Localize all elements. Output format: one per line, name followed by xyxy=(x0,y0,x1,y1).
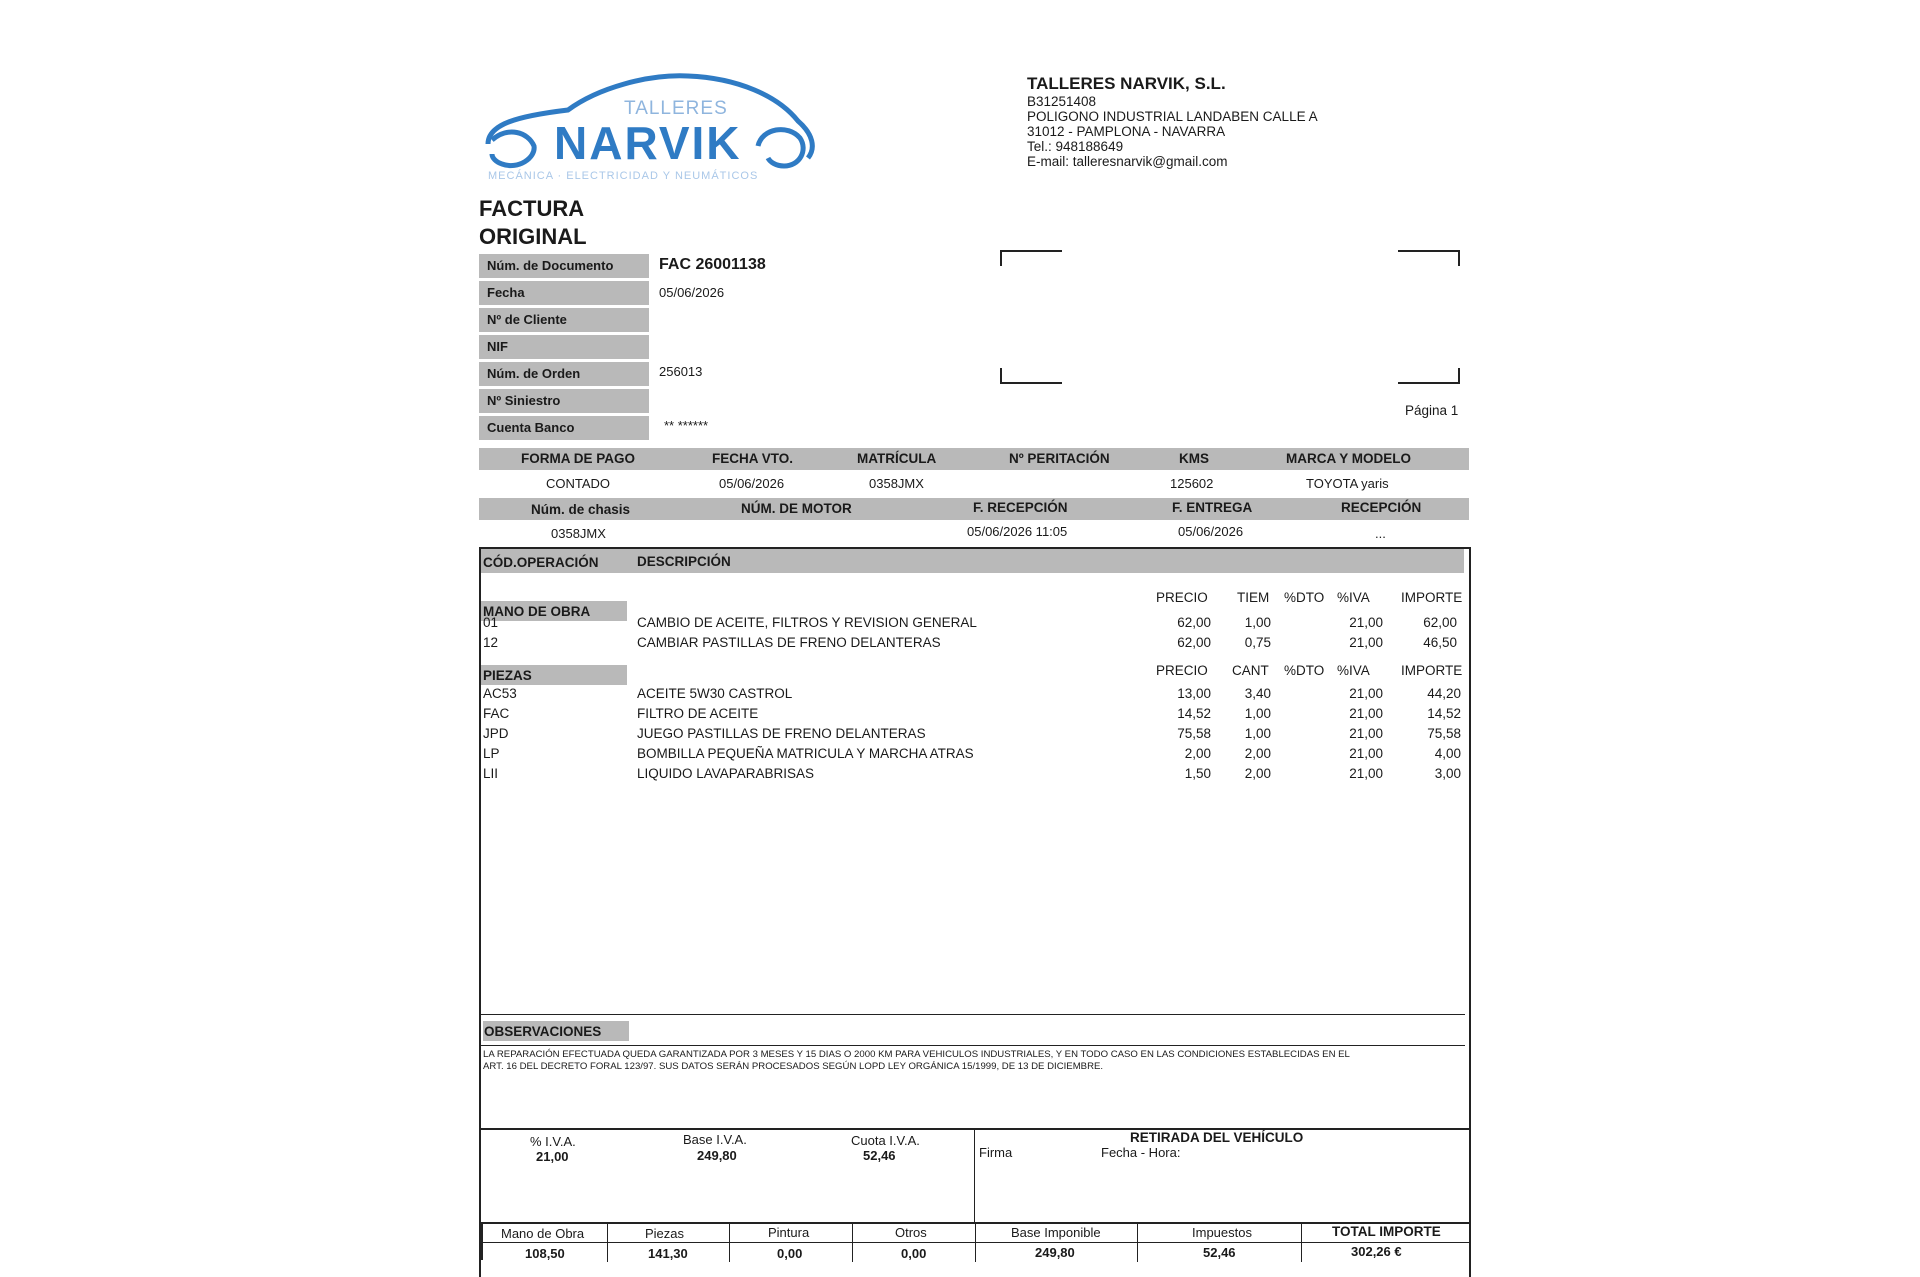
divider xyxy=(1301,1224,1302,1262)
line-discount xyxy=(1281,705,1331,723)
line-quantity: 1,00 xyxy=(1244,726,1271,741)
vat-percent-label: % I.V.A. xyxy=(530,1134,576,1149)
line-amount: 4,00 xyxy=(1434,746,1461,761)
vat-base-label: Base I.V.A. xyxy=(683,1132,747,1147)
line-description: LIQUIDO LAVAPARABRISAS xyxy=(637,766,815,781)
total-amount-label: TOTAL IMPORTE xyxy=(1332,1224,1441,1239)
total-taxes-value: 52,46 xyxy=(1203,1245,1236,1260)
hdr-plate: MATRÍCULA xyxy=(857,451,937,466)
line-price: 14,52 xyxy=(1177,706,1211,721)
value-doc-number: FAC 26001138 xyxy=(659,256,766,273)
line-amount: 46,50 xyxy=(1423,635,1457,650)
line-code: FAC xyxy=(483,706,510,721)
labor-col-discount: %DTO xyxy=(1284,590,1325,605)
page-number: Página 1 xyxy=(1405,403,1459,418)
parts-col-price: PRECIO xyxy=(1156,663,1208,678)
company-email: E-mail: talleresnarvik@gmail.com xyxy=(1027,154,1228,169)
divider xyxy=(481,1045,1465,1046)
line-code: 12 xyxy=(483,635,499,650)
line-description: CAMBIO DE ACEITE, FILTROS Y REVISION GENERAL xyxy=(637,615,977,630)
pickup-datetime-label: Fecha - Hora: xyxy=(1101,1145,1181,1160)
val-reception: ... xyxy=(1375,526,1386,541)
line-quantity: 1,00 xyxy=(1244,706,1271,721)
line-description: BOMBILLA PEQUEÑA MATRICULA Y MARCHA ATRAS xyxy=(637,746,974,761)
line-price: 62,00 xyxy=(1177,615,1211,630)
line-price: 75,58 xyxy=(1177,726,1211,741)
line-amount: 3,00 xyxy=(1434,766,1461,781)
vehicle-header-bar xyxy=(479,498,1469,520)
line-vat: 21,00 xyxy=(1349,635,1383,650)
logo-brand: NARVIK xyxy=(554,117,742,169)
company-cif: B31251408 xyxy=(1027,94,1097,109)
parts-row xyxy=(481,725,1469,743)
vat-summary xyxy=(481,1130,971,1228)
hdr-make-model: MARCA Y MODELO xyxy=(1286,451,1412,466)
observations-title: OBSERVACIONES xyxy=(483,1021,629,1041)
line-description: JUEGO PASTILLAS DE FRENO DELANTERAS xyxy=(637,726,926,741)
company-phone: Tel.: 948188649 xyxy=(1027,139,1124,154)
label-date: Fecha xyxy=(479,281,649,305)
total-labor-label: Mano de Obra xyxy=(501,1226,585,1241)
divider xyxy=(1137,1224,1138,1262)
observations-line-1: LA REPARACIÓN EFECTUADA QUEDA GARANTIZADA POR 3 MESES Y 15 DIAS O 2000 KM PARA VEHICULOS INDUSTRIALES, Y EN TODO CASO EN LAS CONDICIONES ESTABLECIDAS EN EL xyxy=(483,1049,1350,1060)
document-title-line-1: FACTURA xyxy=(479,196,585,221)
line-discount xyxy=(1281,614,1331,632)
labor-row xyxy=(481,614,1469,632)
val-due-date: 05/06/2026 xyxy=(719,476,785,491)
hdr-chassis: Núm. de chasis xyxy=(531,502,631,517)
label-claim-number: Nº Siniestro xyxy=(479,389,649,413)
hdr-delivery-date: F. ENTREGA xyxy=(1172,500,1253,515)
document-title xyxy=(479,195,587,251)
vehicle-values-row xyxy=(479,524,1469,544)
value-order-number: 256013 xyxy=(659,364,703,379)
vehicle-pickup xyxy=(976,1130,1471,1224)
line-amount: 44,20 xyxy=(1427,686,1461,701)
line-description: FILTRO DE ACEITE xyxy=(637,706,759,721)
divider xyxy=(607,1224,608,1262)
logo-tagline: MECÁNICA · ELECTRICIDAD Y NEUMÁTICOS xyxy=(488,170,759,182)
line-vat: 21,00 xyxy=(1349,726,1383,741)
observations-line-2: ART. 16 DEL DECRETO FORAL 123/97. SUS DATOS SERÁN PROCESADOS SEGÚN LOPD LEY ORGÁNICA 15/1999, DE 13 DE DICIEMBRE. xyxy=(483,1061,1104,1072)
total-taxes-label: Impuestos xyxy=(1192,1225,1252,1240)
parts-col-amount: IMPORTE xyxy=(1401,663,1463,678)
labor-row xyxy=(481,634,1469,652)
line-discount xyxy=(1281,745,1331,763)
labor-col-amount: IMPORTE xyxy=(1401,590,1463,605)
vat-pickup-section xyxy=(481,1128,1471,1228)
val-kms: 125602 xyxy=(1170,476,1214,491)
val-plate: 0358JMX xyxy=(869,476,924,491)
label-doc-number: Núm. de Documento xyxy=(479,254,649,278)
labor-col-headers xyxy=(481,589,1469,607)
observations-text xyxy=(483,1049,1453,1073)
hdr-appraisal: Nº PERITACIÓN xyxy=(1009,451,1110,466)
parts-row xyxy=(481,705,1469,723)
line-price: 62,00 xyxy=(1177,635,1211,650)
hdr-reception-date: F. RECEPCIÓN xyxy=(973,500,1068,515)
total-other-label: Otros xyxy=(895,1225,927,1240)
logo-top-text: TALLERES xyxy=(624,98,728,119)
company-name: TALLERES NARVIK, S.L. xyxy=(1027,74,1226,93)
hdr-kms: KMS xyxy=(1179,451,1209,466)
line-discount xyxy=(1281,765,1331,783)
payment-values-row xyxy=(479,474,1469,494)
line-description: CAMBIAR PASTILLAS DE FRENO DELANTERAS xyxy=(637,635,941,650)
line-discount xyxy=(1281,634,1331,652)
hdr-operation-code: CÓD.OPERACIÓN xyxy=(483,555,599,570)
hdr-description: DESCRIPCIÓN xyxy=(637,554,731,569)
line-vat: 21,00 xyxy=(1349,706,1383,721)
document-title-line-2: ORIGINAL xyxy=(479,224,587,249)
line-amount: 75,58 xyxy=(1427,726,1461,741)
address-window xyxy=(1000,250,1460,384)
line-discount xyxy=(1281,685,1331,703)
pickup-title: RETIRADA DEL VEHÍCULO xyxy=(1130,1130,1304,1145)
labor-title: MANO DE OBRA xyxy=(481,601,627,621)
label-client-number: Nº de Cliente xyxy=(479,308,649,332)
parts-col-quantity: CANT xyxy=(1232,663,1269,678)
total-base-value: 249,80 xyxy=(1035,1245,1075,1260)
line-vat: 21,00 xyxy=(1349,686,1383,701)
parts-row xyxy=(481,685,1469,703)
val-reception-date: 05/06/2026 11:05 xyxy=(967,524,1068,539)
labor-col-vat: %IVA xyxy=(1337,590,1370,605)
label-nif: NIF xyxy=(479,335,649,359)
line-code: JPD xyxy=(483,726,509,741)
line-price: 13,00 xyxy=(1177,686,1211,701)
line-quantity: 1,00 xyxy=(1244,615,1271,630)
company-logo xyxy=(478,66,823,188)
divider xyxy=(975,1224,976,1262)
hdr-engine: NÚM. DE MOTOR xyxy=(741,501,852,516)
line-code: LII xyxy=(483,766,499,781)
total-labor-value: 108,50 xyxy=(525,1246,565,1261)
labor-col-time: TIEM xyxy=(1237,590,1270,605)
line-price: 2,00 xyxy=(1184,746,1211,761)
line-description: ACEITE 5W30 CASTROL xyxy=(637,686,793,701)
line-quantity: 3,40 xyxy=(1244,686,1271,701)
divider xyxy=(483,1242,1469,1243)
line-amount: 14,52 xyxy=(1427,706,1461,721)
value-date: 05/06/2026 xyxy=(659,285,725,300)
line-quantity: 0,75 xyxy=(1244,635,1271,650)
labor-col-price: PRECIO xyxy=(1156,590,1208,605)
vat-amount-value: 52,46 xyxy=(863,1148,896,1163)
line-vat: 21,00 xyxy=(1349,766,1383,781)
divider xyxy=(974,1130,975,1224)
parts-row xyxy=(481,745,1469,763)
line-quantity: 2,00 xyxy=(1244,766,1271,781)
company-info xyxy=(1027,74,1447,169)
vat-amount-label: Cuota I.V.A. xyxy=(851,1133,920,1148)
val-chassis: 0358JMX xyxy=(551,526,606,541)
payment-header-bar xyxy=(479,448,1469,470)
line-vat: 21,00 xyxy=(1349,746,1383,761)
divider xyxy=(729,1224,730,1262)
line-discount xyxy=(1281,725,1331,743)
divider xyxy=(481,1014,1465,1015)
line-quantity: 2,00 xyxy=(1244,746,1271,761)
line-code: 01 xyxy=(483,615,499,630)
line-code: AC53 xyxy=(483,686,517,701)
hdr-reception: RECEPCIÓN xyxy=(1341,500,1422,515)
label-order-number: Núm. de Orden xyxy=(479,362,649,386)
pickup-signature-label: Firma xyxy=(979,1145,1013,1160)
parts-col-vat: %IVA xyxy=(1337,663,1370,678)
vat-base-value: 249,80 xyxy=(697,1148,737,1163)
total-base-label: Base Imponible xyxy=(1011,1225,1101,1240)
lines-header-bar xyxy=(481,549,1464,573)
hdr-due-date: FECHA VTO. xyxy=(712,451,794,466)
parts-col-headers xyxy=(481,662,1469,680)
company-address: POLIGONO INDUSTRIAL LANDABEN CALLE A xyxy=(1027,109,1318,124)
vat-percent-value: 21,00 xyxy=(536,1149,569,1164)
label-bank-account: Cuenta Banco xyxy=(479,416,649,440)
total-parts-value: 141,30 xyxy=(648,1246,688,1261)
val-payment-method: CONTADO xyxy=(546,476,611,491)
total-paint-value: 0,00 xyxy=(777,1246,803,1261)
divider xyxy=(852,1224,853,1262)
val-make-model: TOYOTA yaris xyxy=(1306,476,1389,491)
totals-table xyxy=(481,1222,1471,1260)
val-delivery-date: 05/06/2026 xyxy=(1178,524,1244,539)
line-vat: 21,00 xyxy=(1349,615,1383,630)
parts-row xyxy=(481,765,1469,783)
line-price: 1,50 xyxy=(1184,766,1211,781)
line-amount: 62,00 xyxy=(1423,615,1457,630)
parts-title: PIEZAS xyxy=(481,665,627,685)
company-city: 31012 - PAMPLONA - NAVARRA xyxy=(1027,124,1226,139)
total-parts-label: Piezas xyxy=(645,1226,685,1241)
total-other-value: 0,00 xyxy=(901,1246,927,1261)
total-amount-value: 302,26 € xyxy=(1351,1244,1402,1259)
value-bank-account: ** ****** xyxy=(664,418,709,433)
hdr-payment-method: FORMA DE PAGO xyxy=(521,451,635,466)
total-paint-label: Pintura xyxy=(768,1225,810,1240)
parts-col-discount: %DTO xyxy=(1284,663,1325,678)
line-code: LP xyxy=(483,746,500,761)
